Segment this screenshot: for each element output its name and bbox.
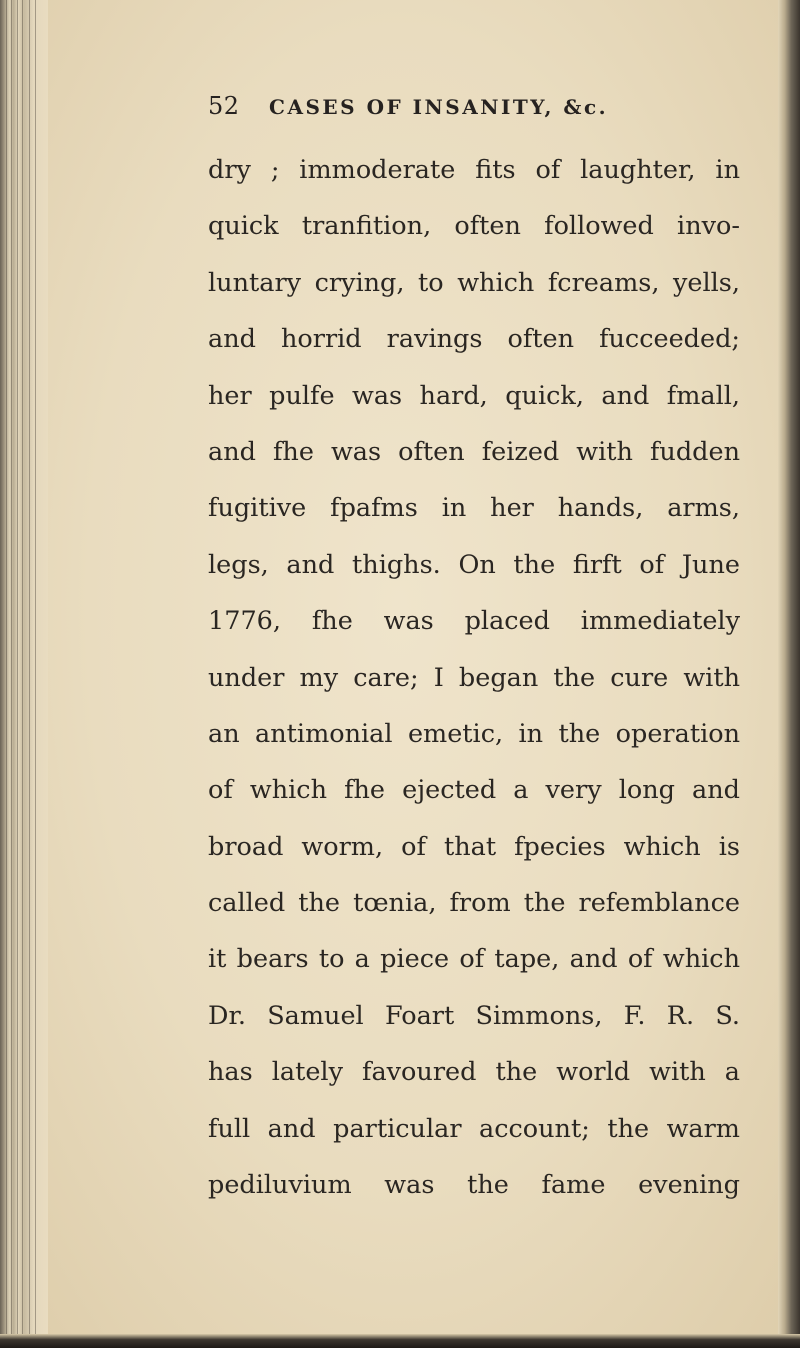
- text-line: it bears to a piece of tape, and of which: [208, 944, 740, 975]
- text-line: of which fhe ejected a very long and: [208, 775, 740, 806]
- text-line: full and particular account; the warm: [208, 1113, 740, 1144]
- text-line: under my care; I began the cure with: [208, 662, 740, 693]
- text-line: Dr. Samuel Foart Simmons, F. R. S.: [208, 1000, 740, 1031]
- page-number: 52: [208, 92, 240, 120]
- text-line: has lately favoured the world with a: [208, 1057, 740, 1088]
- text-line: luntary crying, to which fcreams, yells,: [208, 267, 740, 298]
- page-right-edge: [778, 0, 800, 1348]
- text-line: dry ; immoderate fits of laughter, in: [208, 155, 740, 185]
- text-line: her pulfe was hard, quick, and fmall,: [208, 380, 740, 411]
- text-line: fugitive fpafms in her hands, arms,: [208, 493, 740, 524]
- text-line: pediluvium was the fame evening: [208, 1170, 740, 1201]
- text-line: 1776, fhe was placed immediately: [208, 606, 740, 637]
- text-line: called the tœnia, from the refemblance: [208, 888, 740, 919]
- text-line: broad worm, of that fpecies which is: [208, 831, 740, 862]
- text-line: quick tranfition, often followed invo-: [208, 211, 740, 242]
- text-line: an antimonial emetic, in the operation: [208, 718, 740, 749]
- text-line: legs, and thighs. On the firft of June: [208, 549, 740, 580]
- page-header: [208, 92, 608, 120]
- binding-gutter: [0, 0, 48, 1348]
- body-text: [208, 142, 740, 1213]
- text-line: and fhe was often feized with fudden: [208, 436, 740, 467]
- text-line: and horrid ravings often fucceeded;: [208, 324, 740, 355]
- running-title: CASES OF INSANITY, &c.: [269, 95, 609, 119]
- page-bottom-edge: [0, 1334, 800, 1348]
